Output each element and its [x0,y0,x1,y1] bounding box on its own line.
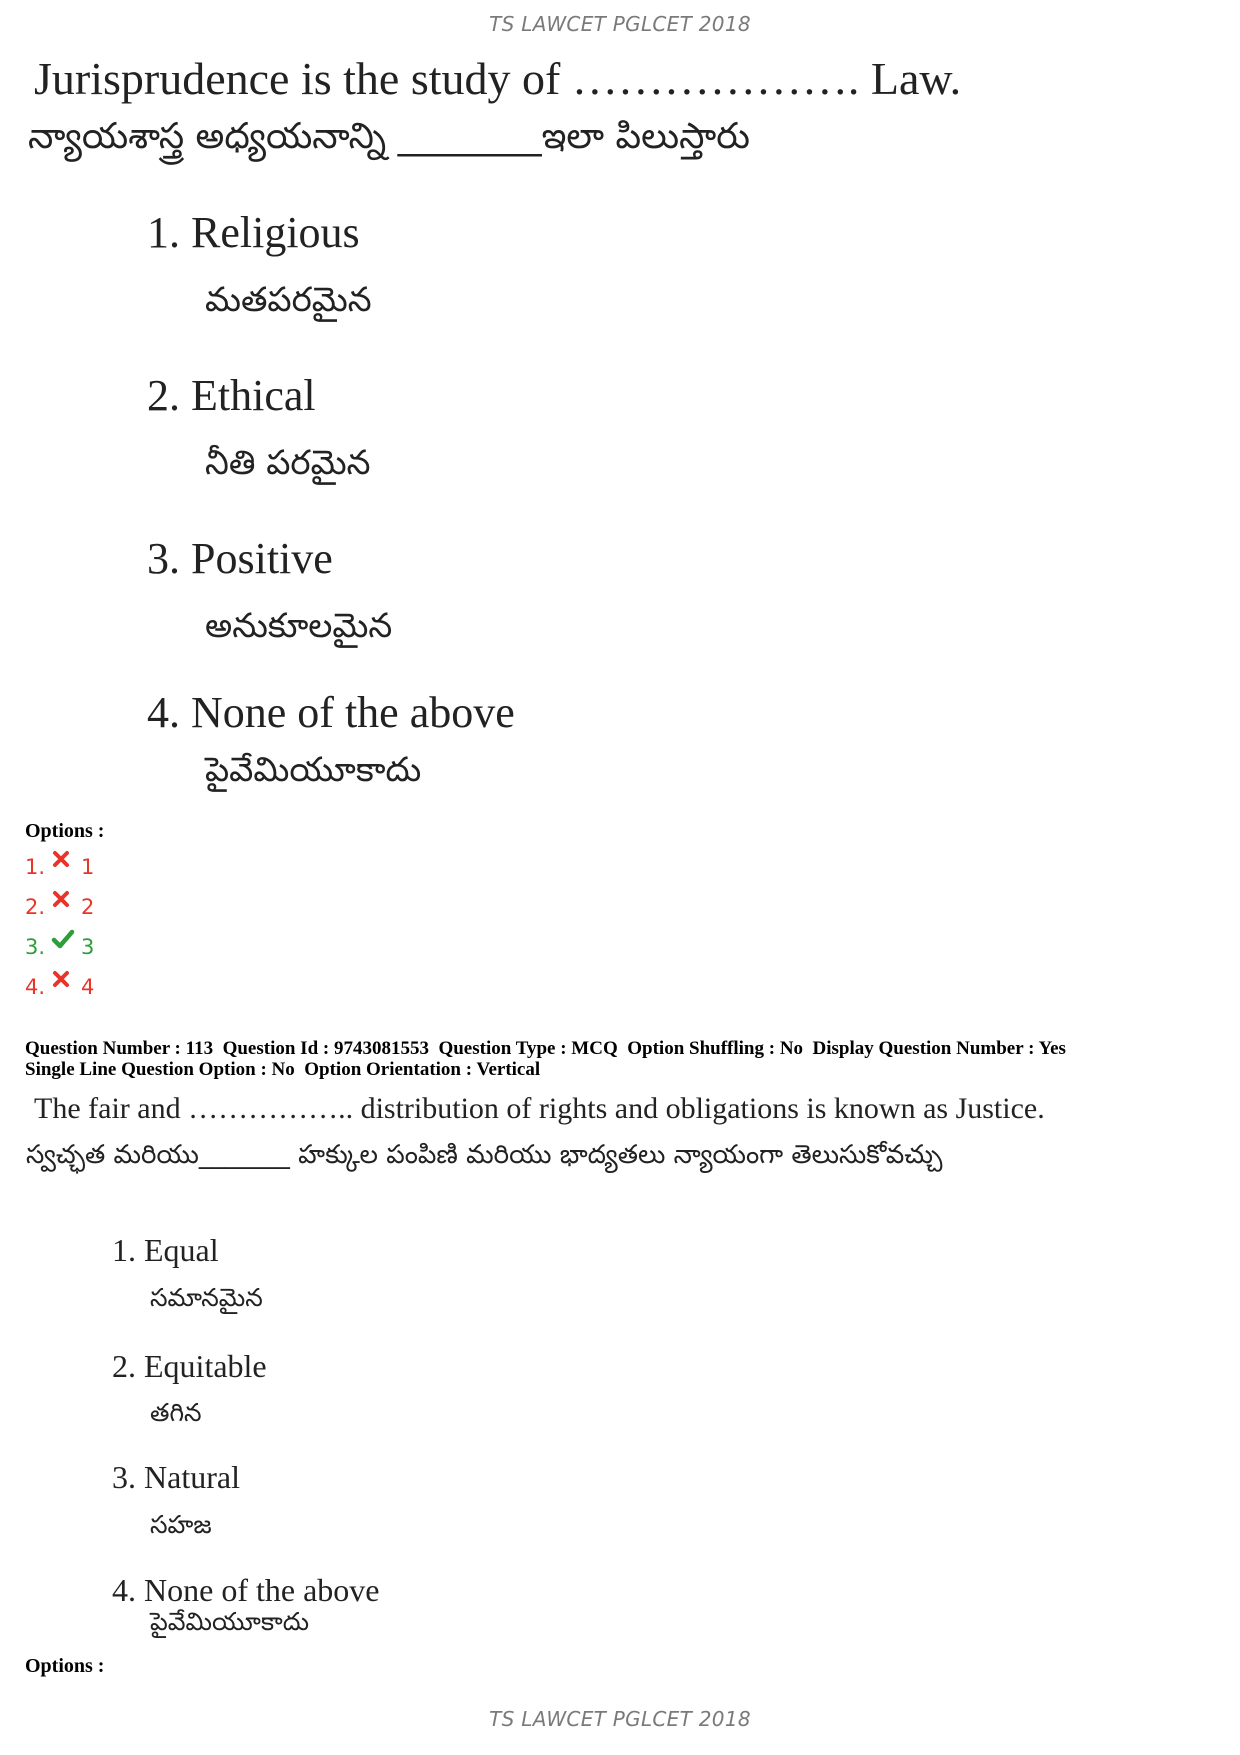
options-heading: Options : [25,1655,105,1677]
option-label: 4. None of the above [147,688,515,737]
page-header: TS LAWCET PGLCET 2018 [489,12,751,36]
option-label: 1. Religious [147,208,360,257]
option-label: 4. None of the above [112,1572,380,1608]
question-metadata-line2: Single Line Question Option : No Option Orientation : Vertical [25,1059,541,1080]
question-text-english: Jurisprudence is the study of ………………. Law. [34,53,962,104]
answer-number: 4. [25,975,46,999]
cross-icon [51,889,79,913]
page-footer: TS LAWCET PGLCET 2018 [489,1707,751,1731]
answer-option [25,932,94,962]
answer-number: 1. [25,855,46,879]
answer-number: 3. [25,935,46,959]
option-telugu: అనుకూలమైన [205,606,393,646]
answer-value: 4 [81,975,95,999]
answer-value: 2 [81,895,95,919]
answer-option [25,972,94,1002]
option-label: 1. Equal [112,1232,219,1268]
option-label: 2. Ethical [147,371,316,420]
cross-icon [51,969,79,993]
option-telugu: పైవేమియూకాదు [205,750,422,790]
answer-value: 3 [81,935,95,959]
answer-number: 2. [25,895,46,919]
option-telugu: మతపరమైన [205,280,372,320]
option-label: 3. Positive [147,534,333,583]
option-telugu: పైవేమియూకాదు [150,1607,310,1636]
option-telugu: సహజ [150,1510,212,1539]
question-metadata-line1: Question Number : 113 Question Id : 9743081553 Question Type : MCQ Option Shuffling : No Display Question Number : Yes [25,1038,1066,1059]
question-text-english: The fair and …………….. distribution of rights and obligations is known as Justice. [34,1092,1045,1125]
option-telugu: నీతి పరమైన [205,443,371,483]
options-heading: Options : [25,820,105,842]
option-label: 3. Natural [112,1459,240,1495]
answer-option [25,852,94,882]
check-icon [51,929,79,953]
option-telugu: తగిన [150,1398,202,1427]
answer-option [25,892,94,922]
question-text-telugu: న్యాయశాస్త్ర అధ్యయనాన్ని ________ఇలా పిలుస్తారు [28,116,751,157]
answer-value: 1 [81,855,95,879]
option-label: 2. Equitable [112,1348,267,1384]
option-telugu: సమానమైన [150,1283,263,1312]
question-text-telugu: స్వచ్ఛత మరియు_______ హక్కుల పంపిణి మరియు భాద్యతలు న్యాయంగా తెలుసుకోవచ్చు [26,1140,943,1170]
cross-icon [51,849,79,873]
